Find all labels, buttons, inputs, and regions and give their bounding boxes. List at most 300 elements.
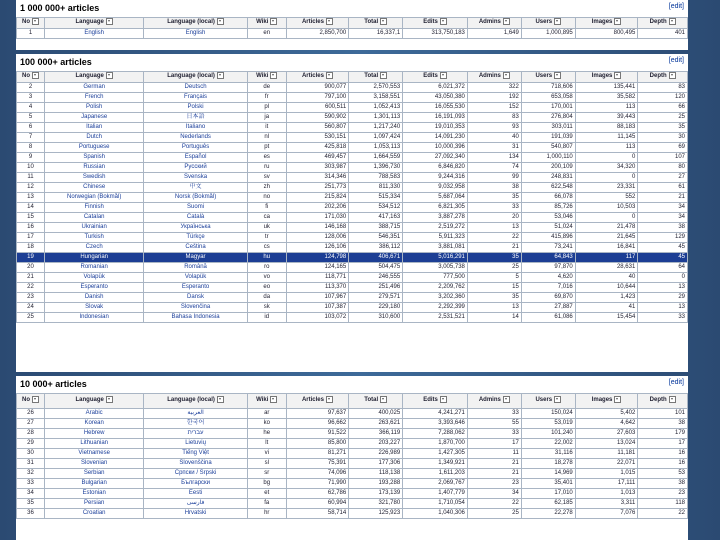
column-header-admins[interactable] bbox=[467, 72, 521, 83]
cell-language[interactable]: Chinese bbox=[45, 183, 144, 193]
cell-language-local[interactable]: Volapük bbox=[144, 273, 248, 283]
cell-language[interactable]: Catalan bbox=[45, 213, 144, 223]
cell-wiki: cs bbox=[247, 243, 286, 253]
cell-language[interactable]: German bbox=[45, 83, 144, 93]
cell-admins: 134 bbox=[467, 153, 521, 163]
cell-users: 1,000,895 bbox=[521, 29, 575, 39]
cell-depth: 17 bbox=[638, 439, 688, 449]
cell-total: 3,158,551 bbox=[349, 93, 403, 103]
cell-language-local[interactable]: فارسی bbox=[144, 499, 248, 509]
cell-language-local[interactable]: Norsk (Bokmål) bbox=[144, 193, 248, 203]
table-row[interactable] bbox=[17, 243, 688, 253]
cell-depth: 101 bbox=[638, 409, 688, 419]
cell-wiki: ko bbox=[247, 419, 286, 429]
column-header-images[interactable] bbox=[575, 18, 638, 29]
cell-edits: 6,821,305 bbox=[403, 203, 468, 213]
cell-language-local[interactable]: 日本語 bbox=[144, 113, 248, 123]
cell-language-local[interactable]: Català bbox=[144, 213, 248, 223]
edit-link[interactable]: [edit] bbox=[668, 3, 684, 10]
sort-icon[interactable] bbox=[380, 72, 387, 79]
cell-users: 17,010 bbox=[521, 489, 575, 499]
cell-language[interactable]: Japanese bbox=[45, 113, 144, 123]
cell-language-local[interactable]: Suomi bbox=[144, 203, 248, 213]
column-header-articles[interactable] bbox=[286, 72, 349, 83]
sort-icon[interactable] bbox=[554, 18, 561, 25]
cell-language-local[interactable]: Polski bbox=[144, 103, 248, 113]
cell-no: 8 bbox=[17, 143, 45, 153]
cell-language[interactable]: Romanian bbox=[45, 263, 144, 273]
cell-no: 26 bbox=[17, 409, 45, 419]
table-row[interactable] bbox=[17, 253, 688, 263]
cell-wiki: id bbox=[247, 313, 286, 323]
column-header-wiki[interactable] bbox=[247, 18, 286, 29]
cell-language-local[interactable]: Türkçe bbox=[144, 233, 248, 243]
table-row[interactable] bbox=[17, 293, 688, 303]
cell-images: 1,013 bbox=[575, 489, 638, 499]
cell-users: 653,058 bbox=[521, 93, 575, 103]
cell-language-local[interactable]: Slovenščina bbox=[144, 459, 248, 469]
sort-icon[interactable] bbox=[440, 72, 447, 79]
column-label: Edits bbox=[423, 19, 438, 26]
column-header-no[interactable] bbox=[17, 18, 45, 29]
cell-images: 39,443 bbox=[575, 113, 638, 123]
cell-language[interactable]: Finnish bbox=[45, 203, 144, 213]
cell-language-local[interactable]: Svenska bbox=[144, 173, 248, 183]
cell-images: 16,841 bbox=[575, 243, 638, 253]
cell-language[interactable]: Polish bbox=[45, 103, 144, 113]
column-label: No bbox=[22, 19, 31, 26]
cell-admins: 21 bbox=[467, 459, 521, 469]
cell-images: 552 bbox=[575, 193, 638, 203]
table-row[interactable] bbox=[17, 479, 688, 489]
section-title: 100 000+ articles bbox=[20, 57, 92, 67]
cell-articles: 71,990 bbox=[286, 479, 349, 489]
cell-no: 34 bbox=[17, 489, 45, 499]
cell-language-local[interactable]: 한국어 bbox=[144, 419, 248, 429]
sort-icon[interactable] bbox=[217, 396, 224, 403]
cell-wiki: fa bbox=[247, 499, 286, 509]
cell-language-local[interactable]: Bahasa Indonesia bbox=[144, 313, 248, 323]
cell-edits: 7,288,062 bbox=[403, 429, 468, 439]
sort-icon[interactable] bbox=[32, 18, 39, 25]
cell-language[interactable]: Vietnamese bbox=[45, 449, 144, 459]
sort-icon[interactable] bbox=[326, 18, 333, 25]
cell-depth: 25 bbox=[638, 113, 688, 123]
sort-icon[interactable] bbox=[554, 72, 561, 79]
cell-images: 0 bbox=[575, 173, 638, 183]
cell-wiki: hu bbox=[247, 253, 286, 263]
sort-icon[interactable] bbox=[614, 396, 621, 403]
cell-images: 11,145 bbox=[575, 133, 638, 143]
cell-language[interactable]: Hebrew bbox=[45, 429, 144, 439]
cell-wiki: he bbox=[247, 429, 286, 439]
cell-wiki: sv bbox=[247, 173, 286, 183]
column-header-users[interactable] bbox=[521, 394, 575, 409]
cell-users: 248,831 bbox=[521, 173, 575, 183]
cell-depth: 38 bbox=[638, 419, 688, 429]
cell-articles: 469,457 bbox=[286, 153, 349, 163]
table-row[interactable] bbox=[17, 223, 688, 233]
table-row[interactable] bbox=[17, 283, 688, 293]
cell-language[interactable]: Ukrainian bbox=[45, 223, 144, 233]
cell-articles: 900,077 bbox=[286, 83, 349, 93]
cell-images: 17,111 bbox=[575, 479, 638, 489]
sort-icon[interactable] bbox=[554, 396, 561, 403]
cell-language[interactable]: Bulgarian bbox=[45, 479, 144, 489]
column-label: No bbox=[22, 73, 31, 80]
cell-images: 113 bbox=[575, 143, 638, 153]
cell-language-local[interactable]: Deutsch bbox=[144, 83, 248, 93]
cell-depth: 27 bbox=[638, 173, 688, 183]
cell-language[interactable]: Portuguese bbox=[45, 143, 144, 153]
cell-language-local[interactable]: Čeština bbox=[144, 243, 248, 253]
column-header-language-local[interactable] bbox=[144, 72, 248, 83]
edit-link[interactable]: [edit] bbox=[668, 379, 684, 386]
cell-users: 622,548 bbox=[521, 183, 575, 193]
table-row[interactable] bbox=[17, 213, 688, 223]
sort-icon[interactable] bbox=[503, 18, 510, 25]
cell-depth: 33 bbox=[638, 313, 688, 323]
table-row[interactable] bbox=[17, 203, 688, 213]
cell-depth: 21 bbox=[638, 193, 688, 203]
sort-icon[interactable] bbox=[614, 72, 621, 79]
cell-no: 4 bbox=[17, 103, 45, 113]
cell-total: 1,053,113 bbox=[349, 143, 403, 153]
table-row[interactable] bbox=[17, 429, 688, 439]
table-row[interactable] bbox=[17, 263, 688, 273]
cell-language-local[interactable]: Português bbox=[144, 143, 248, 153]
sort-icon[interactable] bbox=[32, 72, 39, 79]
cell-admins: 13 bbox=[467, 223, 521, 233]
cell-images: 1,015 bbox=[575, 469, 638, 479]
column-header-no[interactable] bbox=[17, 394, 45, 409]
cell-language[interactable]: Czech bbox=[45, 243, 144, 253]
table-row[interactable] bbox=[17, 313, 688, 323]
cell-edits: 10,000,396 bbox=[403, 143, 468, 153]
cell-language[interactable]: Dutch bbox=[45, 133, 144, 143]
table-row[interactable] bbox=[17, 409, 688, 419]
cell-language[interactable]: Arabic bbox=[45, 409, 144, 419]
section-title: 10 000+ articles bbox=[20, 379, 87, 389]
column-header-admins[interactable] bbox=[467, 18, 521, 29]
cell-articles: 202,206 bbox=[286, 203, 349, 213]
cell-language[interactable]: Danish bbox=[45, 293, 144, 303]
cell-admins: 17 bbox=[467, 439, 521, 449]
cell-language-local[interactable]: Esperanto bbox=[144, 283, 248, 293]
column-header-articles[interactable] bbox=[286, 18, 349, 29]
cell-language-local[interactable]: Français bbox=[144, 93, 248, 103]
cell-language[interactable]: Norwegian (Bokmål) bbox=[45, 193, 144, 203]
cell-language-local[interactable]: Українська bbox=[144, 223, 248, 233]
sort-icon[interactable] bbox=[106, 18, 113, 25]
cell-no: 10 bbox=[17, 163, 45, 173]
table-row[interactable] bbox=[17, 439, 688, 449]
column-header-wiki[interactable] bbox=[247, 394, 286, 409]
table-row[interactable] bbox=[17, 233, 688, 243]
cell-total: 1,052,413 bbox=[349, 103, 403, 113]
cell-depth: 35 bbox=[638, 123, 688, 133]
sort-icon[interactable] bbox=[440, 18, 447, 25]
cell-wiki: de bbox=[247, 83, 286, 93]
sort-icon[interactable] bbox=[503, 396, 510, 403]
column-header-images[interactable] bbox=[575, 394, 638, 409]
cell-no: 35 bbox=[17, 499, 45, 509]
cell-wiki: ro bbox=[247, 263, 286, 273]
table-row[interactable] bbox=[17, 83, 688, 93]
cell-language-local[interactable]: עברית bbox=[144, 429, 248, 439]
cell-users: 4,620 bbox=[521, 273, 575, 283]
cell-language[interactable]: Volapük bbox=[45, 273, 144, 283]
cell-no: 22 bbox=[17, 283, 45, 293]
cell-total: 1,664,559 bbox=[349, 153, 403, 163]
cell-language[interactable]: Slovenian bbox=[45, 459, 144, 469]
cell-wiki: eo bbox=[247, 283, 286, 293]
column-header-edits[interactable] bbox=[403, 18, 468, 29]
cell-images: 88,183 bbox=[575, 123, 638, 133]
cell-language-local[interactable]: 中文 bbox=[144, 183, 248, 193]
cell-total: 226,989 bbox=[349, 449, 403, 459]
cell-no: 15 bbox=[17, 213, 45, 223]
cell-no: 18 bbox=[17, 243, 45, 253]
sort-icon[interactable] bbox=[270, 18, 277, 25]
edit-link[interactable]: [edit] bbox=[668, 57, 684, 64]
sort-icon[interactable] bbox=[217, 72, 224, 79]
column-header-images[interactable] bbox=[575, 72, 638, 83]
column-label: Language bbox=[75, 397, 104, 404]
cell-edits: 16,055,530 bbox=[403, 103, 468, 113]
table-row[interactable] bbox=[17, 103, 688, 113]
cell-total: 310,600 bbox=[349, 313, 403, 323]
table-row[interactable] bbox=[17, 143, 688, 153]
column-header-language-local[interactable] bbox=[144, 18, 248, 29]
table-row[interactable] bbox=[17, 133, 688, 143]
table-row[interactable] bbox=[17, 183, 688, 193]
cell-edits: 43,050,380 bbox=[403, 93, 468, 103]
cell-total: 788,583 bbox=[349, 173, 403, 183]
cell-language-local[interactable]: Lietuvių bbox=[144, 439, 248, 449]
cell-no: 29 bbox=[17, 439, 45, 449]
table-row[interactable] bbox=[17, 489, 688, 499]
sort-icon[interactable] bbox=[614, 18, 621, 25]
cell-wiki: lt bbox=[247, 439, 286, 449]
column-label: Users bbox=[535, 19, 553, 26]
cell-articles: 171,030 bbox=[286, 213, 349, 223]
column-header-no[interactable] bbox=[17, 72, 45, 83]
cell-admins: 152 bbox=[467, 103, 521, 113]
column-label: Language bbox=[75, 73, 104, 80]
cell-total: 515,334 bbox=[349, 193, 403, 203]
cell-total: 1,097,424 bbox=[349, 133, 403, 143]
cell-language[interactable]: Turkish bbox=[45, 233, 144, 243]
table-row[interactable] bbox=[17, 459, 688, 469]
cell-language-local[interactable]: Eesti bbox=[144, 489, 248, 499]
cell-language-local[interactable]: Magyar bbox=[144, 253, 248, 263]
sort-icon[interactable] bbox=[380, 396, 387, 403]
cell-total: 118,138 bbox=[349, 469, 403, 479]
cell-depth: 120 bbox=[638, 93, 688, 103]
column-header-language[interactable] bbox=[45, 18, 144, 29]
sort-icon[interactable] bbox=[106, 396, 113, 403]
sort-icon[interactable] bbox=[440, 396, 447, 403]
column-header-users[interactable] bbox=[521, 72, 575, 83]
cell-language[interactable]: Indonesian bbox=[45, 313, 144, 323]
cell-language-local[interactable]: Српски / Srpski bbox=[144, 469, 248, 479]
cell-language[interactable]: Esperanto bbox=[45, 283, 144, 293]
cell-language[interactable]: English bbox=[45, 29, 144, 39]
cell-language-local[interactable]: Hrvatski bbox=[144, 509, 248, 519]
cell-articles: 530,151 bbox=[286, 133, 349, 143]
cell-wiki: pl bbox=[247, 103, 286, 113]
cell-language[interactable]: Italian bbox=[45, 123, 144, 133]
cell-articles: 58,714 bbox=[286, 509, 349, 519]
table-row[interactable] bbox=[17, 29, 688, 39]
sort-icon[interactable] bbox=[270, 396, 277, 403]
cell-language-local[interactable]: English bbox=[144, 29, 248, 39]
cell-language[interactable]: Serbian bbox=[45, 469, 144, 479]
cell-language-local[interactable]: Русский bbox=[144, 163, 248, 173]
cell-depth: 38 bbox=[638, 223, 688, 233]
cell-articles: 251,773 bbox=[286, 183, 349, 193]
sort-icon[interactable] bbox=[326, 72, 333, 79]
cell-wiki: sl bbox=[247, 459, 286, 469]
cell-users: 718,606 bbox=[521, 83, 575, 93]
column-header-depth[interactable] bbox=[638, 72, 688, 83]
table-row[interactable] bbox=[17, 93, 688, 103]
column-header-language[interactable] bbox=[45, 72, 144, 83]
sort-icon[interactable] bbox=[503, 72, 510, 79]
sort-icon[interactable] bbox=[326, 396, 333, 403]
cell-language[interactable]: Russian bbox=[45, 163, 144, 173]
column-header-total[interactable] bbox=[349, 72, 403, 83]
table-row[interactable] bbox=[17, 469, 688, 479]
cell-language-local[interactable]: Tiếng Việt bbox=[144, 449, 248, 459]
cell-no: 20 bbox=[17, 263, 45, 273]
cell-language[interactable]: Korean bbox=[45, 419, 144, 429]
cell-language[interactable]: Slovak bbox=[45, 303, 144, 313]
cell-wiki: bg bbox=[247, 479, 286, 489]
cell-language[interactable]: Spanish bbox=[45, 153, 144, 163]
column-header-admins[interactable] bbox=[467, 394, 521, 409]
column-label: Images bbox=[591, 73, 613, 80]
cell-language-local[interactable]: Română bbox=[144, 263, 248, 273]
table-row[interactable] bbox=[17, 449, 688, 459]
cell-depth: 53 bbox=[638, 469, 688, 479]
column-header-depth[interactable] bbox=[638, 394, 688, 409]
cell-images: 22,071 bbox=[575, 459, 638, 469]
cell-admins: 23 bbox=[467, 479, 521, 489]
cell-language-local[interactable]: Español bbox=[144, 153, 248, 163]
sort-icon[interactable] bbox=[106, 72, 113, 79]
cell-language-local[interactable]: Български bbox=[144, 479, 248, 489]
table-row[interactable] bbox=[17, 113, 688, 123]
cell-language[interactable]: French bbox=[45, 93, 144, 103]
cell-articles: 62,786 bbox=[286, 489, 349, 499]
cell-language-local[interactable]: Slovenčina bbox=[144, 303, 248, 313]
cell-language-local[interactable]: Dansk bbox=[144, 293, 248, 303]
cell-users: 7,016 bbox=[521, 283, 575, 293]
cell-language-local[interactable]: العربية bbox=[144, 409, 248, 419]
cell-total: 386,112 bbox=[349, 243, 403, 253]
column-header-edits[interactable] bbox=[403, 394, 468, 409]
cell-users: 53,046 bbox=[521, 213, 575, 223]
column-label: Language (local) bbox=[167, 73, 215, 80]
cell-admins: 31 bbox=[467, 143, 521, 153]
column-label: Language (local) bbox=[167, 397, 215, 404]
cell-edits: 1,710,054 bbox=[403, 499, 468, 509]
cell-admins: 33 bbox=[467, 203, 521, 213]
cell-wiki: hr bbox=[247, 509, 286, 519]
cell-users: 73,241 bbox=[521, 243, 575, 253]
table-row[interactable] bbox=[17, 499, 688, 509]
cell-users: 22,002 bbox=[521, 439, 575, 449]
column-label: Images bbox=[591, 19, 613, 26]
cell-language[interactable]: Persian bbox=[45, 499, 144, 509]
cell-language[interactable]: Lithuanian bbox=[45, 439, 144, 449]
cell-edits: 1,427,305 bbox=[403, 449, 468, 459]
table-row[interactable] bbox=[17, 303, 688, 313]
table-row[interactable] bbox=[17, 153, 688, 163]
table-row[interactable] bbox=[17, 173, 688, 183]
cell-language-local[interactable]: Italiano bbox=[144, 123, 248, 133]
cell-language[interactable]: Swedish bbox=[45, 173, 144, 183]
cell-language[interactable]: Croatian bbox=[45, 509, 144, 519]
cell-images: 800,495 bbox=[575, 29, 638, 39]
table-row[interactable] bbox=[17, 163, 688, 173]
sort-icon[interactable] bbox=[669, 18, 676, 25]
column-header-total[interactable] bbox=[349, 18, 403, 29]
column-header-total[interactable] bbox=[349, 394, 403, 409]
cell-edits: 1,040,306 bbox=[403, 509, 468, 519]
table-row[interactable] bbox=[17, 193, 688, 203]
cell-admins: 34 bbox=[467, 489, 521, 499]
column-header-depth[interactable] bbox=[638, 18, 688, 29]
column-header-users[interactable] bbox=[521, 18, 575, 29]
cell-edits: 9,244,316 bbox=[403, 173, 468, 183]
cell-language-local[interactable]: Nederlands bbox=[144, 133, 248, 143]
cell-wiki: uk bbox=[247, 223, 286, 233]
column-header-articles[interactable] bbox=[286, 394, 349, 409]
table-row[interactable] bbox=[17, 419, 688, 429]
table-row[interactable] bbox=[17, 509, 688, 519]
cell-language[interactable]: Estonian bbox=[45, 489, 144, 499]
table-row[interactable] bbox=[17, 123, 688, 133]
cell-no: 19 bbox=[17, 253, 45, 263]
cell-admins: 192 bbox=[467, 93, 521, 103]
cell-total: 246,555 bbox=[349, 273, 403, 283]
sort-icon[interactable] bbox=[669, 72, 676, 79]
column-header-edits[interactable] bbox=[403, 72, 468, 83]
sort-icon[interactable] bbox=[380, 18, 387, 25]
sort-icon[interactable] bbox=[32, 396, 39, 403]
cell-articles: 91,522 bbox=[286, 429, 349, 439]
cell-no: 3 bbox=[17, 93, 45, 103]
cell-total: 125,923 bbox=[349, 509, 403, 519]
cell-articles: 600,511 bbox=[286, 103, 349, 113]
sort-icon[interactable] bbox=[217, 18, 224, 25]
column-header-language-local[interactable] bbox=[144, 394, 248, 409]
column-header-wiki[interactable] bbox=[247, 72, 286, 83]
cell-total: 16,337,1 bbox=[349, 29, 403, 39]
table-row[interactable] bbox=[17, 273, 688, 283]
column-label: Edits bbox=[423, 73, 438, 80]
cell-wiki: ca bbox=[247, 213, 286, 223]
cell-language[interactable]: Hungarian bbox=[45, 253, 144, 263]
sort-icon[interactable] bbox=[669, 396, 676, 403]
sort-icon[interactable] bbox=[270, 72, 277, 79]
cell-edits: 6,846,820 bbox=[403, 163, 468, 173]
column-header-language[interactable] bbox=[45, 394, 144, 409]
cell-edits: 4,241,271 bbox=[403, 409, 468, 419]
